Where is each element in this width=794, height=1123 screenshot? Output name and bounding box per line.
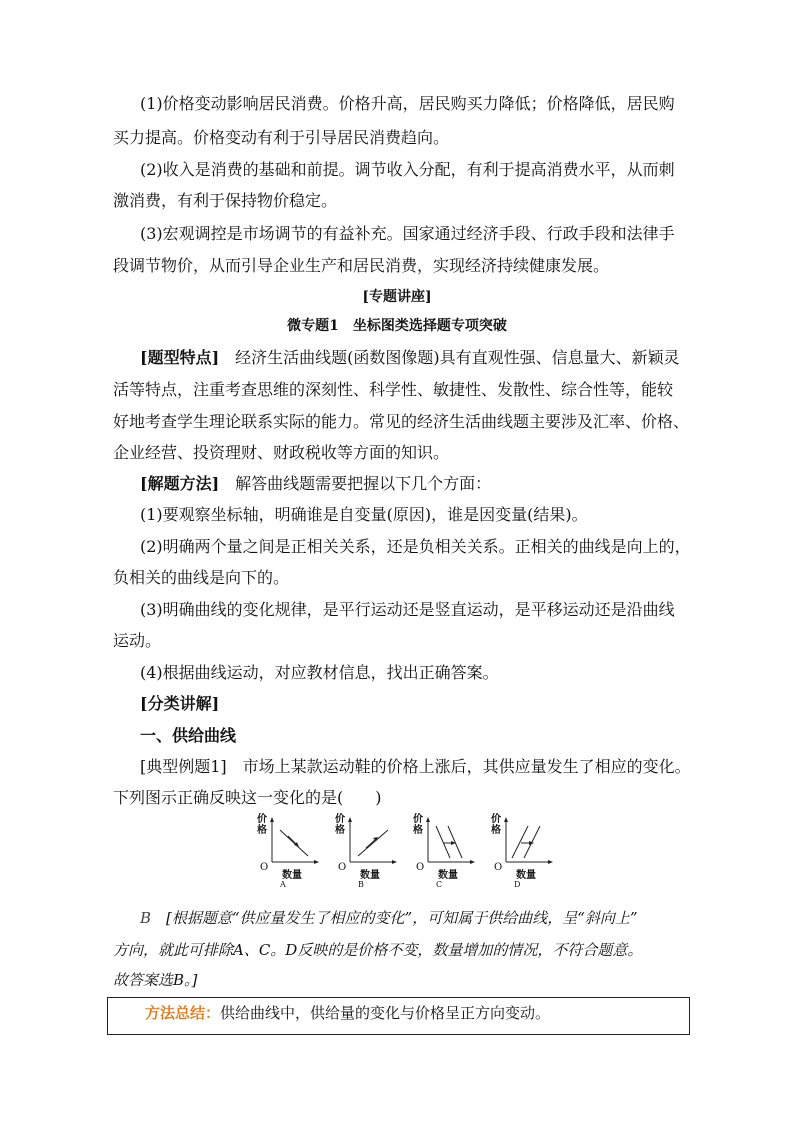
method-summary-content — [145, 1003, 550, 1023]
method-item-2-line-1: (2)明确两个量之间是正相关关系，还是负相关关系。正相关的曲线是向上的， — [140, 537, 691, 556]
figure-b-origin: O — [338, 862, 347, 873]
figure-a-xlabel: 数量 — [282, 870, 302, 881]
figure-a-origin: O — [260, 862, 269, 873]
method-intro — [140, 474, 491, 494]
method-summary-text: 供给曲线中，供给量的变化与价格呈正方向变动。 — [220, 1004, 551, 1022]
figure-c-caption: C — [436, 880, 443, 889]
figure-d-xlabel: 数量 — [516, 870, 536, 881]
classify-label: [分类讲解] — [140, 694, 220, 713]
section-title: 微专题1 坐标图类选择题专项突破 — [287, 318, 507, 334]
figure-b — [328, 812, 398, 892]
figure-c-ylabel: 价格 — [413, 814, 423, 836]
features-line-4: 企业经营、投资理财、财政税收等方面的知识。 — [113, 443, 450, 462]
figure-c-xlabel: 数量 — [438, 870, 458, 881]
method-item-3-line-2: 运动。 — [113, 631, 162, 650]
method-intro-text: 解答曲线题需要把握以下几个方面： — [219, 474, 492, 493]
answer-line-2: 方向，就此可排除A、C。D反映的是价格不变，数量增加的情况，不符合题意。 — [113, 941, 643, 959]
figure-b-ylabel: 价格 — [335, 814, 345, 836]
figure-d-ylabel: 价格 — [491, 814, 501, 836]
answer-line-1 — [140, 908, 638, 928]
features-line-1 — [140, 348, 680, 368]
figure-a-caption: A — [280, 880, 286, 889]
method-item-4: (4)根据曲线运动，对应教材信息，找出正确答案。 — [140, 663, 499, 682]
method-summary-label: 方法总结： — [145, 1004, 221, 1022]
answer-line-3: 故答案选B。] — [113, 971, 198, 989]
paragraph-1-line-2: 买力提高。价格变动有利于引导居民消费趋向。 — [113, 128, 450, 147]
figure-b-caption: B — [358, 880, 364, 889]
paragraph-3-line-1: (3)宏观调控是市场调节的有益补充。国家通过经济手段、行政手段和法律手 — [140, 224, 675, 243]
classify-subheading: 一、供给曲线 — [140, 726, 237, 745]
features-line-3: 好地考查学生理论联系实际的能力。常见的经济生活曲线题主要涉及汇率、价格、 — [113, 412, 690, 431]
method-item-2-line-2: 负相关的曲线是向下的。 — [113, 568, 290, 587]
figure-b-xlabel: 数量 — [360, 870, 380, 881]
figure-a-ylabel: 价格 — [257, 814, 267, 836]
features-line-2: 活等特点，注重考查思维的深刻性、科学性、敏捷性、发散性、综合性等，能较 — [113, 380, 674, 399]
section-heading: [专题讲座] — [362, 289, 432, 305]
figure-d-caption: D — [514, 880, 521, 889]
answer-letter: B — [140, 909, 152, 927]
method-item-1: (1)要观察坐标轴，明确谁是自变量(原因)，谁是因变量(结果)。 — [140, 505, 588, 524]
figure-row — [250, 812, 550, 892]
figure-c — [406, 812, 476, 892]
paragraph-2-line-1: (2)收入是消费的基础和前提。调节收入分配，有利于提高消费水平，从而刺 — [140, 160, 675, 179]
answer-text-1: [根据题意“供应量发生了相应的变化”，可知属于供给曲线，呈“斜向上” — [151, 909, 638, 927]
figure-d-origin: O — [494, 862, 503, 873]
features-text-1: 经济生活曲线题(函数图像题)具有直观性强、信息量大、新颖灵 — [219, 348, 680, 367]
method-item-3-line-1: (3)明确曲线的变化规律，是平行运动还是竖直运动，是平移运动还是沿曲线 — [140, 600, 675, 619]
example-line-1: [典型例题1] 市场上某款运动鞋的价格上涨后，其供应量发生了相应的变化。 — [140, 757, 691, 776]
figure-a — [250, 812, 320, 892]
features-label: [题型特点] — [140, 348, 220, 367]
method-summary-box — [107, 997, 690, 1035]
paragraph-2-line-2: 激消费，有利于保持物价稳定。 — [113, 191, 338, 210]
paragraph-1-line-1: (1)价格变动影响居民消费。价格升高，居民购买力降低；价格降低，居民购 — [140, 94, 675, 113]
figure-d — [484, 812, 554, 892]
example-line-2: 下列图示正确反映这一变化的是( ) — [113, 788, 382, 807]
figure-c-origin: O — [416, 862, 425, 873]
paragraph-3-line-2: 段调节物价，从而引导企业生产和居民消费，实现经济持续健康发展。 — [113, 256, 610, 275]
method-label: [解题方法] — [140, 474, 220, 493]
